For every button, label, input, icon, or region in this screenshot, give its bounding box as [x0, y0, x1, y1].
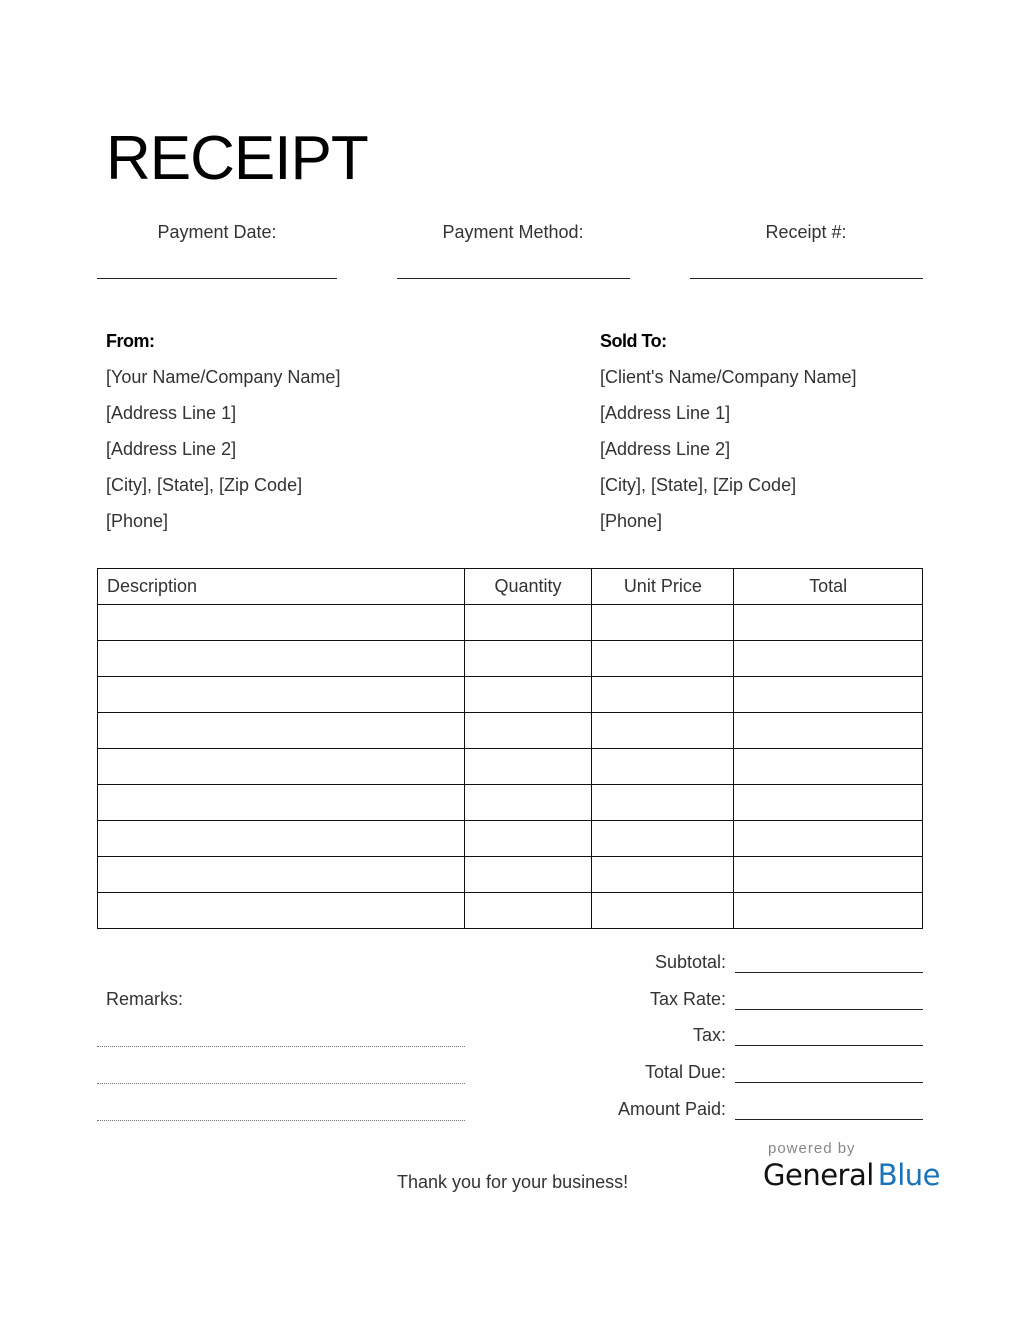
payment-date-label: Payment Date:	[157, 222, 277, 242]
tax-label: Tax:	[692, 1025, 726, 1045]
table-row	[98, 605, 923, 641]
quantity-cell[interactable]	[464, 605, 592, 641]
unit-price-cell[interactable]	[592, 749, 734, 785]
quantity-cell[interactable]	[464, 641, 592, 677]
table-row	[98, 893, 923, 929]
sold-to-phone: [Phone]	[600, 511, 663, 531]
unit-price-cell[interactable]	[592, 893, 734, 929]
subtotal-label: Subtotal:	[654, 952, 726, 972]
description-cell[interactable]	[98, 641, 465, 677]
tax-rate-label: Tax Rate:	[649, 989, 726, 1009]
from-address-1: [Address Line 1]	[106, 403, 237, 423]
description-cell[interactable]	[98, 821, 465, 857]
quantity-cell[interactable]	[464, 677, 592, 713]
total-cell[interactable]	[734, 749, 923, 785]
from-phone: [Phone]	[106, 511, 169, 531]
header-quantity: Quantity	[464, 569, 592, 605]
total-cell[interactable]	[734, 893, 923, 929]
table-row	[98, 857, 923, 893]
subtotal-field[interactable]	[735, 972, 923, 973]
description-cell[interactable]	[98, 713, 465, 749]
generalblue-logo	[763, 1158, 940, 1192]
table-header-row	[98, 569, 923, 605]
items-table	[97, 568, 923, 929]
payment-method-field[interactable]	[397, 278, 630, 279]
unit-price-cell[interactable]	[592, 785, 734, 821]
total-cell[interactable]	[734, 713, 923, 749]
remarks-label: Remarks:	[106, 989, 184, 1009]
from-name: [Your Name/Company Name]	[106, 367, 341, 387]
sold-to-address-1: [Address Line 1]	[600, 403, 731, 423]
table-row	[98, 749, 923, 785]
header-unit-price: Unit Price	[592, 569, 734, 605]
tax-field[interactable]	[735, 1045, 923, 1046]
from-city-state-zip: [City], [State], [Zip Code]	[106, 475, 303, 495]
description-cell[interactable]	[98, 605, 465, 641]
unit-price-cell[interactable]	[592, 857, 734, 893]
receipt-title: RECEIPT	[106, 124, 368, 193]
receipt-number-field[interactable]	[690, 278, 923, 279]
description-cell[interactable]	[98, 785, 465, 821]
quantity-cell[interactable]	[464, 893, 592, 929]
payment-date-field[interactable]	[97, 278, 337, 279]
sold-to-city-state-zip: [City], [State], [Zip Code]	[600, 475, 797, 495]
amount-paid-label: Amount Paid:	[617, 1099, 726, 1119]
unit-price-cell[interactable]	[592, 821, 734, 857]
brand-general: General	[763, 1158, 874, 1192]
quantity-cell[interactable]	[464, 785, 592, 821]
description-cell[interactable]	[98, 857, 465, 893]
payment-method-label: Payment Method:	[442, 222, 584, 242]
table-row	[98, 713, 923, 749]
description-cell[interactable]	[98, 893, 465, 929]
header-total: Total	[734, 569, 923, 605]
unit-price-cell[interactable]	[592, 605, 734, 641]
total-cell[interactable]	[734, 857, 923, 893]
from-heading: From:	[106, 331, 155, 351]
quantity-cell[interactable]	[464, 857, 592, 893]
unit-price-cell[interactable]	[592, 641, 734, 677]
tax-rate-field[interactable]	[735, 1009, 923, 1010]
from-address-2: [Address Line 2]	[106, 439, 237, 459]
sold-to-name: [Client's Name/Company Name]	[600, 367, 857, 387]
remarks-line-1[interactable]	[97, 1046, 465, 1047]
quantity-cell[interactable]	[464, 749, 592, 785]
total-due-field[interactable]	[735, 1082, 923, 1083]
receipt-number-label: Receipt #:	[765, 222, 847, 242]
total-cell[interactable]	[734, 821, 923, 857]
total-cell[interactable]	[734, 605, 923, 641]
remarks-line-2[interactable]	[97, 1083, 465, 1084]
unit-price-cell[interactable]	[592, 713, 734, 749]
description-cell[interactable]	[98, 677, 465, 713]
thank-you-message: Thank you for your business!	[397, 1172, 629, 1192]
total-cell[interactable]	[734, 641, 923, 677]
table-row	[98, 821, 923, 857]
sold-to-heading: Sold To:	[600, 331, 667, 351]
quantity-cell[interactable]	[464, 821, 592, 857]
brand-blue: Blue	[877, 1158, 940, 1192]
remarks-line-3[interactable]	[97, 1120, 465, 1121]
unit-price-cell[interactable]	[592, 677, 734, 713]
total-due-label: Total Due:	[644, 1062, 726, 1082]
total-cell[interactable]	[734, 785, 923, 821]
table-row	[98, 677, 923, 713]
table-row	[98, 785, 923, 821]
description-cell[interactable]	[98, 749, 465, 785]
sold-to-address-2: [Address Line 2]	[600, 439, 731, 459]
amount-paid-field[interactable]	[735, 1119, 923, 1120]
header-description: Description	[98, 569, 465, 605]
quantity-cell[interactable]	[464, 713, 592, 749]
total-cell[interactable]	[734, 677, 923, 713]
powered-by-label: powered by	[768, 1140, 856, 1157]
table-row	[98, 641, 923, 677]
